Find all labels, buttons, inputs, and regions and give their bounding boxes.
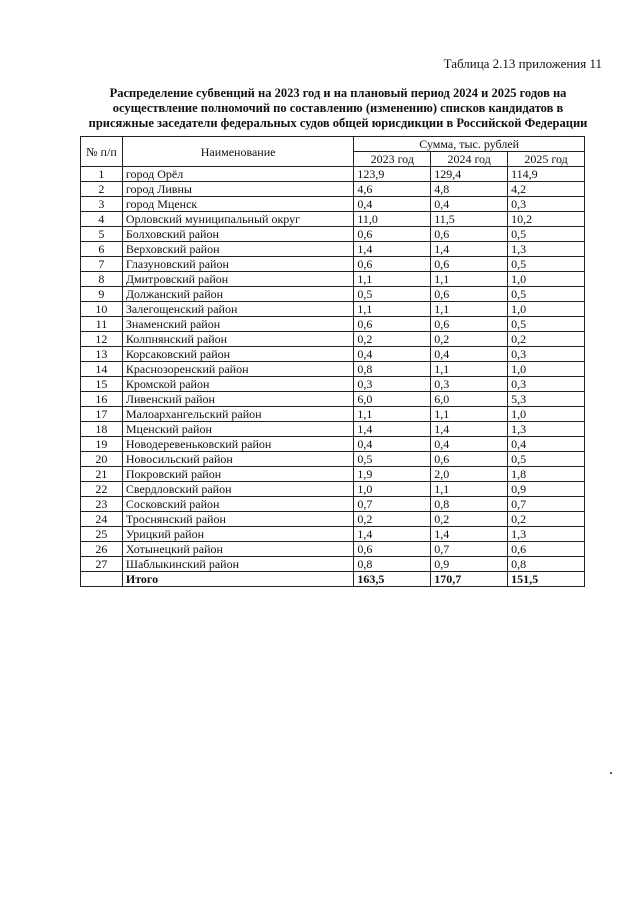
value-2025: 1,0	[508, 272, 585, 287]
value-2024: 0,2	[431, 332, 508, 347]
header-year-2023: 2023 год	[354, 152, 431, 167]
value-2024: 170,7	[431, 572, 508, 587]
row-num: 17	[81, 407, 123, 422]
row-name: Новодеревеньковский район	[122, 437, 353, 452]
row-num: 15	[81, 377, 123, 392]
row-name: Верховский район	[122, 242, 353, 257]
value-2024: 6,0	[431, 392, 508, 407]
value-2024: 0,7	[431, 542, 508, 557]
value-2023: 163,5	[354, 572, 431, 587]
row-num: 14	[81, 362, 123, 377]
value-2023: 0,4	[354, 197, 431, 212]
table-row	[81, 407, 585, 422]
table-row	[81, 362, 585, 377]
value-2025: 1,3	[508, 242, 585, 257]
value-2025: 1,3	[508, 422, 585, 437]
row-num: 5	[81, 227, 123, 242]
value-2025: 0,5	[508, 317, 585, 332]
value-2024: 0,4	[431, 197, 508, 212]
value-2023: 1,4	[354, 422, 431, 437]
value-2023: 0,6	[354, 542, 431, 557]
document-title	[78, 86, 598, 131]
value-2024: 1,1	[431, 302, 508, 317]
row-num: 13	[81, 347, 123, 362]
value-2023: 0,7	[354, 497, 431, 512]
row-num: 16	[81, 392, 123, 407]
value-2025: 5,3	[508, 392, 585, 407]
value-2025: 1,0	[508, 362, 585, 377]
row-num: 3	[81, 197, 123, 212]
table-row	[81, 527, 585, 542]
table-row	[81, 167, 585, 182]
row-num: 7	[81, 257, 123, 272]
row-num: 2	[81, 182, 123, 197]
value-2024: 0,3	[431, 377, 508, 392]
table-reference: Таблица 2.13 приложения 11	[443, 56, 602, 71]
value-2024: 0,2	[431, 512, 508, 527]
total-row	[81, 572, 585, 587]
value-2024: 1,4	[431, 422, 508, 437]
table-row	[81, 542, 585, 557]
total-num	[81, 572, 123, 587]
value-2023: 123,9	[354, 167, 431, 182]
value-2023: 0,2	[354, 332, 431, 347]
value-2025: 0,6	[508, 542, 585, 557]
value-2024: 1,1	[431, 482, 508, 497]
value-2023: 1,1	[354, 407, 431, 422]
value-2024: 1,1	[431, 407, 508, 422]
value-2025: 114,9	[508, 167, 585, 182]
value-2024: 0,4	[431, 347, 508, 362]
value-2025: 0,3	[508, 197, 585, 212]
row-name: Кромской район	[122, 377, 353, 392]
row-name: Орловский муниципальный округ	[122, 212, 353, 227]
row-name: Сосковский район	[122, 497, 353, 512]
row-num: 8	[81, 272, 123, 287]
row-name: город Ливны	[122, 182, 353, 197]
row-num: 1	[81, 167, 123, 182]
table-row	[81, 452, 585, 467]
row-num: 19	[81, 437, 123, 452]
row-name: Ливенский район	[122, 392, 353, 407]
header-name: Наименование	[122, 137, 353, 167]
row-num: 27	[81, 557, 123, 572]
table-row	[81, 272, 585, 287]
value-2024: 11,5	[431, 212, 508, 227]
table-row	[81, 227, 585, 242]
row-num: 26	[81, 542, 123, 557]
value-2023: 1,4	[354, 527, 431, 542]
value-2024: 0,8	[431, 497, 508, 512]
row-num: 25	[81, 527, 123, 542]
row-name: Шаблыкинский район	[122, 557, 353, 572]
table-row	[81, 317, 585, 332]
scan-speck	[610, 772, 612, 774]
row-name: Залегощенский район	[122, 302, 353, 317]
table-row	[81, 512, 585, 527]
value-2025: 0,9	[508, 482, 585, 497]
value-2023: 1,1	[354, 302, 431, 317]
row-name: Малоархангельский район	[122, 407, 353, 422]
row-name: Должанский район	[122, 287, 353, 302]
value-2023: 0,4	[354, 437, 431, 452]
value-2023: 11,0	[354, 212, 431, 227]
value-2024: 129,4	[431, 167, 508, 182]
subvention-table	[80, 136, 585, 587]
value-2024: 0,9	[431, 557, 508, 572]
value-2023: 6,0	[354, 392, 431, 407]
value-2023: 0,8	[354, 557, 431, 572]
row-name: Покровский район	[122, 467, 353, 482]
value-2023: 1,9	[354, 467, 431, 482]
row-num: 22	[81, 482, 123, 497]
value-2024: 0,6	[431, 227, 508, 242]
table-row	[81, 377, 585, 392]
row-num: 21	[81, 467, 123, 482]
row-num: 9	[81, 287, 123, 302]
value-2023: 1,1	[354, 272, 431, 287]
value-2023: 4,6	[354, 182, 431, 197]
value-2024: 0,6	[431, 257, 508, 272]
table-row	[81, 467, 585, 482]
row-name: Мценский район	[122, 422, 353, 437]
value-2024: 1,4	[431, 242, 508, 257]
title-line: осуществление полномочий по составлению (изменению) списков кандидатов в	[112, 101, 564, 115]
header-year-2024: 2024 год	[431, 152, 508, 167]
row-num: 6	[81, 242, 123, 257]
value-2023: 1,4	[354, 242, 431, 257]
row-num: 11	[81, 317, 123, 332]
header-sum: Сумма, тыс. рублей	[354, 137, 585, 152]
value-2023: 1,0	[354, 482, 431, 497]
row-name: город Орёл	[122, 167, 353, 182]
value-2025: 0,8	[508, 557, 585, 572]
value-2023: 0,5	[354, 452, 431, 467]
header-num: № п/п	[81, 137, 123, 167]
value-2025: 1,8	[508, 467, 585, 482]
row-name: Краснозоренский район	[122, 362, 353, 377]
value-2025: 10,2	[508, 212, 585, 227]
table-row	[81, 302, 585, 317]
row-num: 4	[81, 212, 123, 227]
value-2024: 0,6	[431, 317, 508, 332]
row-num: 12	[81, 332, 123, 347]
value-2023: 0,6	[354, 257, 431, 272]
row-name: Урицкий район	[122, 527, 353, 542]
row-name: Глазуновский район	[122, 257, 353, 272]
value-2025: 1,0	[508, 407, 585, 422]
value-2024: 0,6	[431, 287, 508, 302]
title-line: присяжные заседатели федеральных судов общей юрисдикции в Российской Федерации	[88, 116, 588, 130]
value-2025: 0,3	[508, 347, 585, 362]
value-2025: 0,5	[508, 452, 585, 467]
value-2023: 0,8	[354, 362, 431, 377]
value-2023: 0,3	[354, 377, 431, 392]
table-row	[81, 392, 585, 407]
row-name: Знаменский район	[122, 317, 353, 332]
table-row	[81, 182, 585, 197]
value-2023: 0,5	[354, 287, 431, 302]
row-name: Новосильский район	[122, 452, 353, 467]
value-2025: 0,2	[508, 512, 585, 527]
row-num: 18	[81, 422, 123, 437]
value-2025: 151,5	[508, 572, 585, 587]
value-2024: 0,6	[431, 452, 508, 467]
table-row	[81, 422, 585, 437]
value-2023: 0,2	[354, 512, 431, 527]
table-row	[81, 287, 585, 302]
row-name: Дмитровский район	[122, 272, 353, 287]
value-2023: 0,4	[354, 347, 431, 362]
value-2024: 0,4	[431, 437, 508, 452]
table-row	[81, 332, 585, 347]
table-row	[81, 497, 585, 512]
value-2025: 0,4	[508, 437, 585, 452]
row-name: Корсаковский район	[122, 347, 353, 362]
table-row	[81, 212, 585, 227]
row-name: город Мценск	[122, 197, 353, 212]
row-name: Болховский район	[122, 227, 353, 242]
table-row	[81, 437, 585, 452]
value-2025: 1,3	[508, 527, 585, 542]
row-name: Троснянский район	[122, 512, 353, 527]
value-2024: 1,1	[431, 362, 508, 377]
table-row	[81, 242, 585, 257]
value-2025: 0,5	[508, 257, 585, 272]
value-2024: 1,4	[431, 527, 508, 542]
value-2025: 0,2	[508, 332, 585, 347]
value-2025: 0,3	[508, 377, 585, 392]
value-2024: 4,8	[431, 182, 508, 197]
table-row	[81, 557, 585, 572]
value-2025: 0,7	[508, 497, 585, 512]
total-label: Итого	[122, 572, 353, 587]
row-num: 20	[81, 452, 123, 467]
value-2024: 2,0	[431, 467, 508, 482]
value-2025: 0,5	[508, 227, 585, 242]
value-2025: 1,0	[508, 302, 585, 317]
row-name: Хотынецкий район	[122, 542, 353, 557]
table-row	[81, 257, 585, 272]
table-body	[81, 167, 585, 587]
table-row	[81, 347, 585, 362]
value-2025: 4,2	[508, 182, 585, 197]
row-num: 10	[81, 302, 123, 317]
title-line: Распределение субвенций на 2023 год и на плановый период 2024 и 2025 годов на	[109, 86, 567, 100]
value-2023: 0,6	[354, 227, 431, 242]
value-2023: 0,6	[354, 317, 431, 332]
table-row	[81, 482, 585, 497]
table-row	[81, 197, 585, 212]
header-year-2025: 2025 год	[508, 152, 585, 167]
row-num: 23	[81, 497, 123, 512]
value-2025: 0,5	[508, 287, 585, 302]
row-num: 24	[81, 512, 123, 527]
row-name: Колпнянский район	[122, 332, 353, 347]
value-2024: 1,1	[431, 272, 508, 287]
row-name: Свердловский район	[122, 482, 353, 497]
